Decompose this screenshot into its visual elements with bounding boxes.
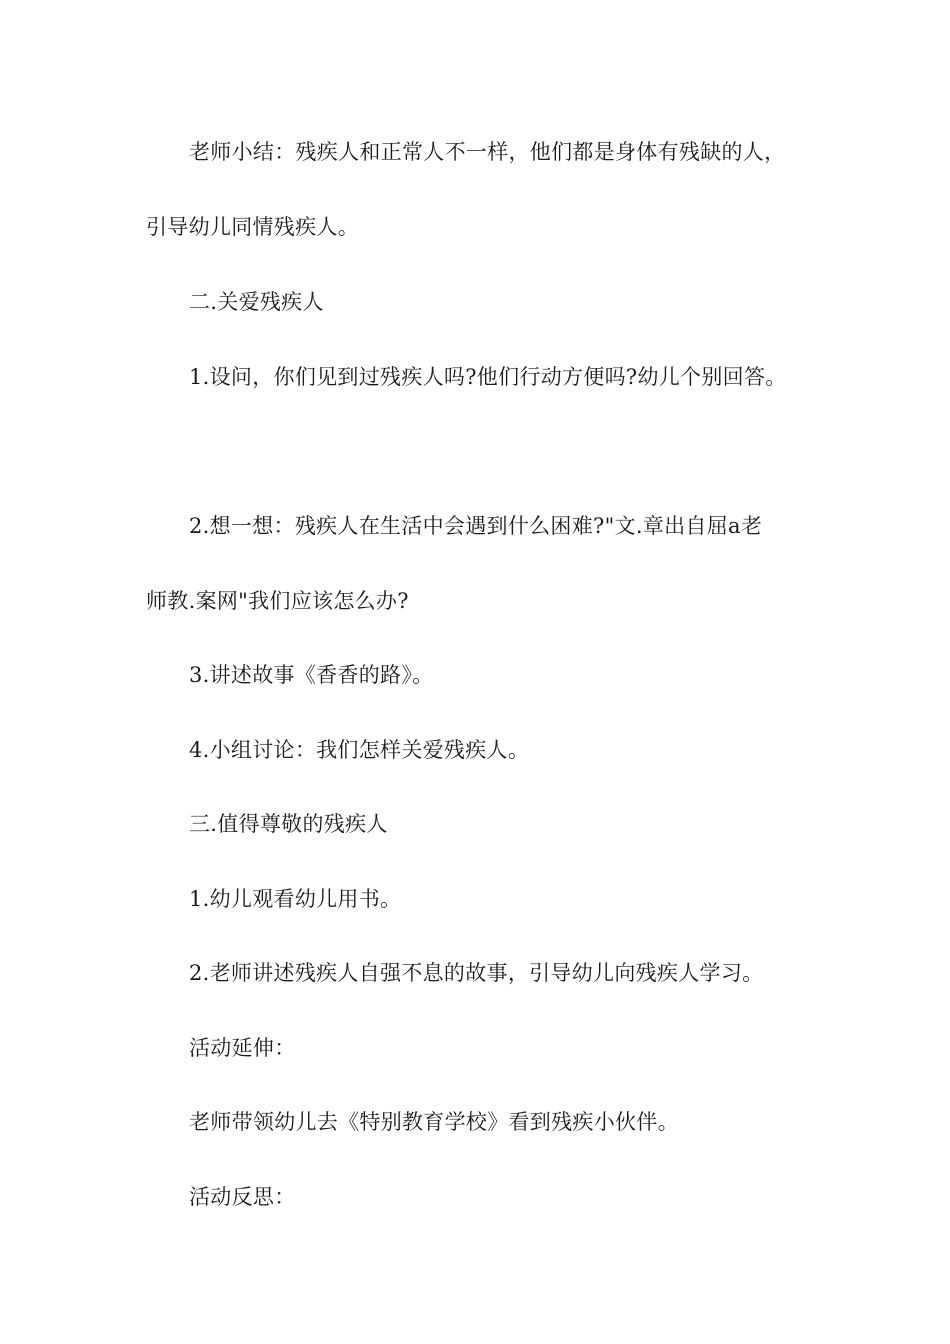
list-item-think-continued: 师教.案网"我们应该怎么办? (146, 589, 409, 613)
list-item-teacher-story: 2.老师讲述残疾人自强不息的故事，引导幼儿向残疾人学习。 (189, 961, 764, 985)
list-item-question: 1.设问，你们见到过残疾人吗?他们行动方便吗?幼儿个别回答。 (189, 365, 787, 389)
paragraph-teacher-summary: 老师小结：残疾人和正常人不一样，他们都是身体有残缺的人， (189, 140, 786, 164)
heading-activity-extension: 活动延伸： (189, 1036, 296, 1060)
section-heading-care: 二.关爱残疾人 (189, 290, 324, 314)
list-item-discussion: 4.小组讨论：我们怎样关爱残疾人。 (189, 738, 530, 762)
section-heading-respect: 三.值得尊敬的残疾人 (189, 812, 388, 836)
heading-activity-reflection: 活动反思： (189, 1185, 296, 1209)
paragraph-activity-extension: 老师带领幼儿去《特别教育学校》看到残疾小伙伴。 (189, 1110, 679, 1134)
paragraph-teacher-summary-continued: 引导幼儿同情残疾人。 (146, 215, 359, 239)
list-item-story: 3.讲述故事《香香的路》。 (189, 663, 434, 687)
list-item-book: 1.幼儿观看幼儿用书。 (189, 887, 402, 911)
list-item-think: 2.想一想：残疾人在生活中会遇到什么困难?"文.章出自屈a老 (189, 514, 763, 538)
